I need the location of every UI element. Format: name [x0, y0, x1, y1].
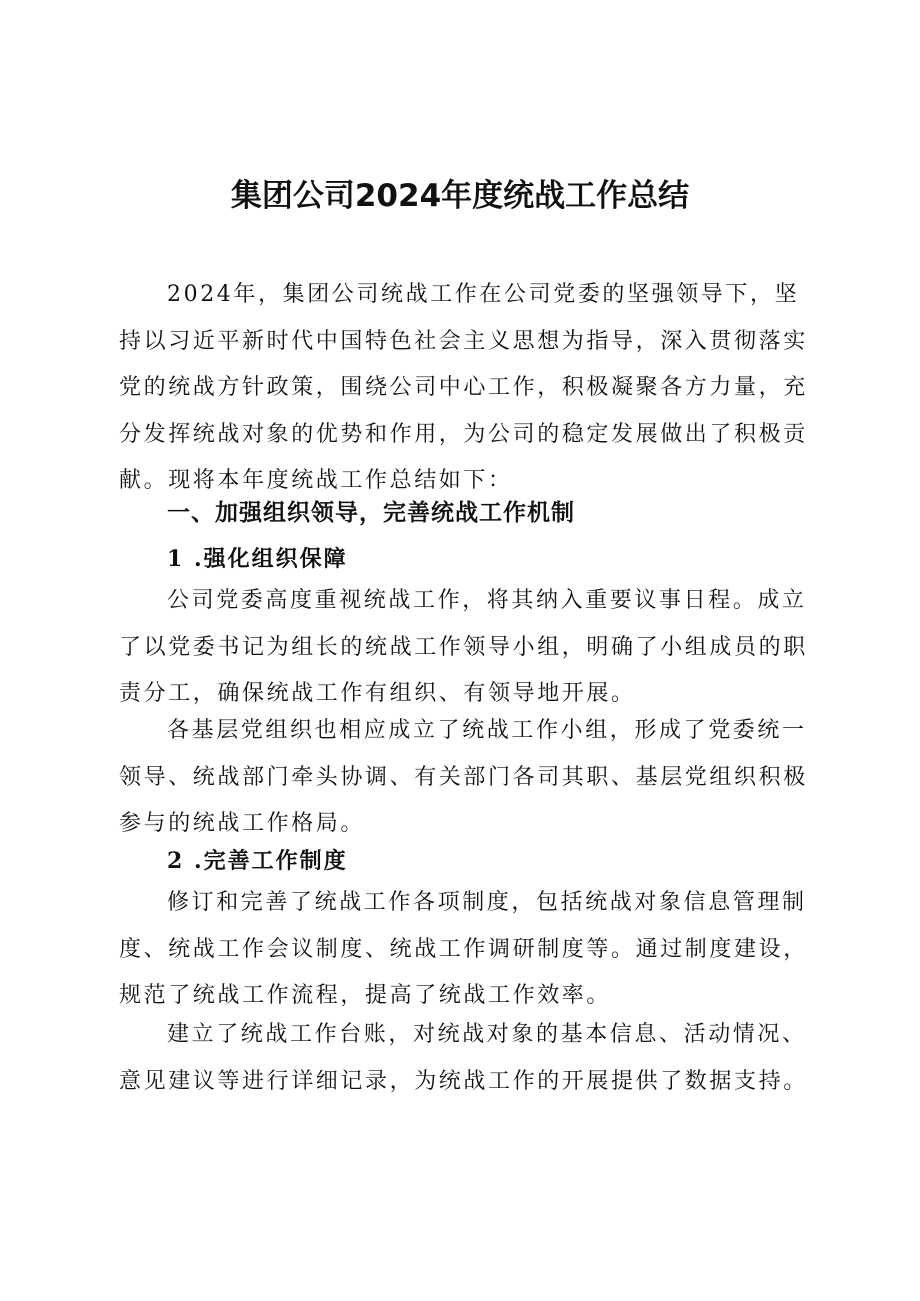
section-heading-1: 一、加强组织领导，完善统战工作机制: [167, 500, 575, 526]
document-title: 集团公司2024年度统战工作总结: [230, 178, 690, 214]
subsection-heading-2: 2 .完善工作制度: [167, 848, 348, 874]
paragraph-1-2: 各基层党组织也相应成立了统战工作小组，形成了党委统一领导、统战部门牵头协调、有关部门各司其职、基层党组织积极参与的统战工作格局。: [119, 718, 808, 836]
intro-paragraph: 2024年，集团公司统战工作在公司党委的坚强领导下，坚持以习近平新时代中国特色社会主义思想为指导，深入贯彻落实党的统战方针政策，围绕公司中心工作，积极凝聚各方力量，充分发挥统战对象的优势和作用，为公司的稳定发展做出了积极贡献。现将本年度统战工作总结如下：: [119, 282, 808, 493]
paragraph-1-1: 公司党委高度重视统战工作，将其纳入重要议事日程。成立了以党委书记为组长的统战工作领导小组，明确了小组成员的职责分工，确保统战工作有组织、有领导地开展。: [119, 588, 808, 706]
subsection-heading-1: 1 .强化组织保障: [167, 546, 348, 572]
paragraph-2-2: 建立了统战工作台账，对统战对象的基本信息、活动情况、意见建议等进行详细记录，为统战工作的开展提供了数据支持。: [119, 1022, 808, 1094]
paragraph-2-1: 修订和完善了统战工作各项制度，包括统战对象信息管理制度、统战工作会议制度、统战工作调研制度等。通过制度建设，规范了统战工作流程，提高了统战工作效率。: [119, 890, 808, 1008]
